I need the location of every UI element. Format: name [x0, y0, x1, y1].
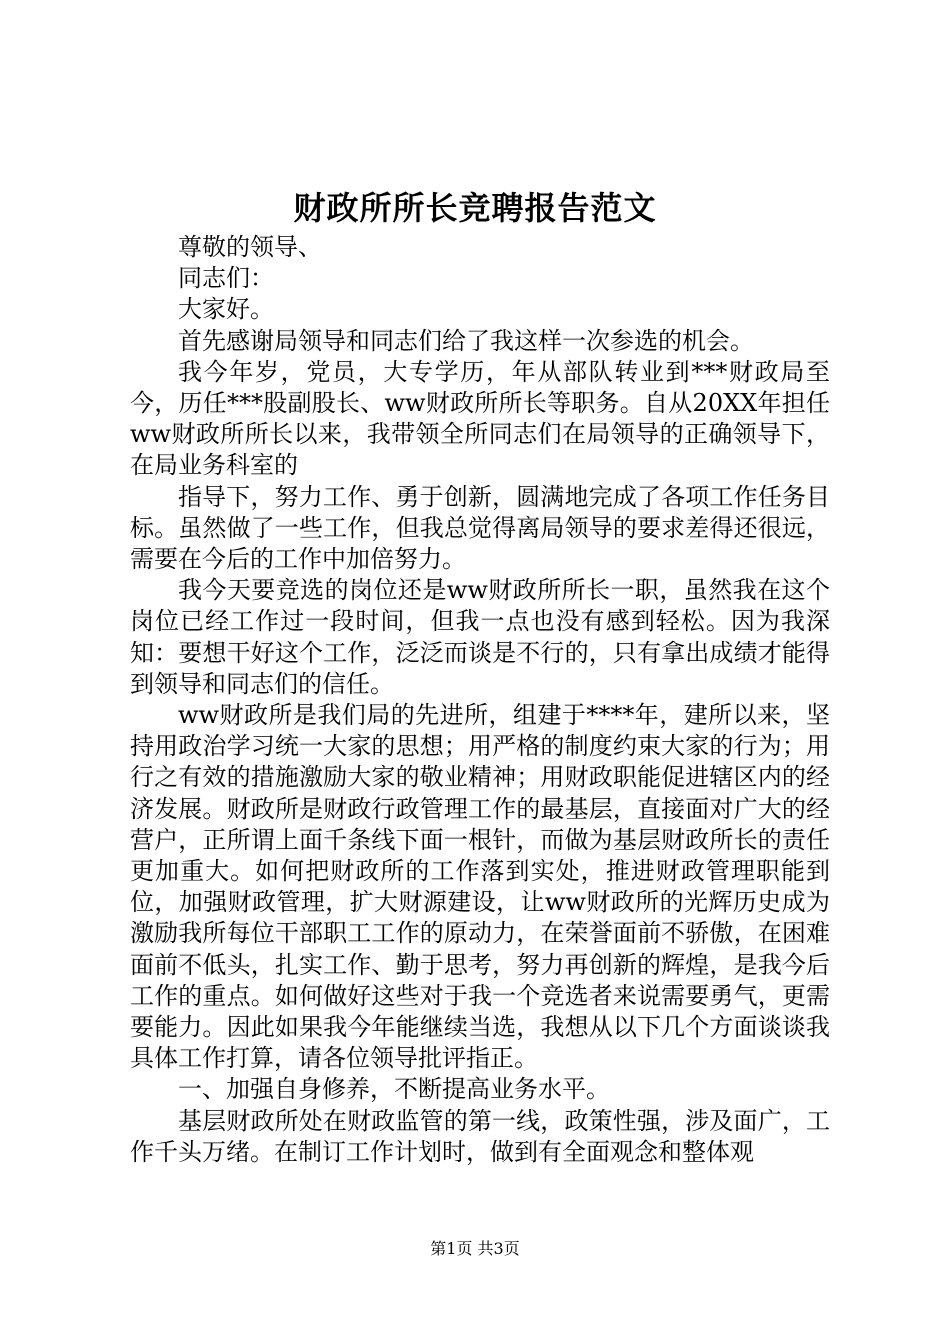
paragraph-salutation-2: 同志们：: [178, 264, 274, 293]
paragraph-office-history: ww财政所是我们局的先进所，组建于****年，建所以来，坚持用政治学习统一大家的思想；用严格的制度约束大家的行为；用行之有效的措施激励大家的敬业精神；用财政职能促进辖区内的经济发展。财政所是财政行政管理工作的最基层，直接面对广大的经营户，正所谓上面千条线下面一根针，而做为基层财政所长的责任更加重大。如何把财政所的工作落到实处，推进财政管理职能到位，加强财政管理，扩大财源建设，让ww财政所的光辉历史成为激励我所每位干部职工工作的原动力，在荣誉面前不骄傲，在困难面前不低头，扎实工作、勤于思考，努力再创新的辉煌，是我今后工作的重点。如何做好这些对于我一个竞选者来说需要勇气，更需要能力。因此如果我今年能继续当选，我想从以下几个方面谈谈我具体工作打算，请各位领导批评指正。: [130, 701, 830, 1073]
paragraph-greeting: 大家好。: [178, 295, 274, 324]
paragraph-salutation-1: 尊敬的领导、: [178, 233, 322, 261]
paragraph-section-body: 基层财政所处在财政监管的第一线，政策性强，涉及面广，工作千头万绪。在制订工作计划时，做到有全面观念和整体观: [130, 1106, 830, 1166]
paragraph-section-heading: 一、加强自身修养，不断提高业务水平。: [178, 1075, 610, 1104]
paragraph-achievements: 指导下，努力工作、勇于创新，圆满地完成了各项工作任务目标。虽然做了一些工作，但我总觉得离局领导的要求差得还很远，需要在今后的工作中加倍努力。: [130, 482, 830, 574]
document-body: [130, 232, 830, 1168]
paragraph-background: 我今年岁，党员，大专学历，年从部队转业到***财政局至今，历任***股副股长、ww财政所所长等职务。自从20XX年担任ww财政所所长以来，我带领全所同志们在局领导的正确领导下，在局业务科室的: [130, 357, 830, 480]
paragraph-thanks: 首先感谢局领导和同志们给了我这样一次参选的机会。: [178, 326, 754, 355]
paragraph-position: 我今天要竞选的岗位还是ww财政所所长一职，虽然我在这个岗位已经工作过一段时间，但我一点也没有感到轻松。因为我深知：要想干好这个工作，泛泛而谈是不行的，只有拿出成绩才能得到领导和同志们的信任。: [130, 576, 830, 698]
document-title: 财政所所长竞聘报告范文: [293, 189, 657, 227]
page-number: 第1页 共3页: [430, 1239, 520, 1258]
